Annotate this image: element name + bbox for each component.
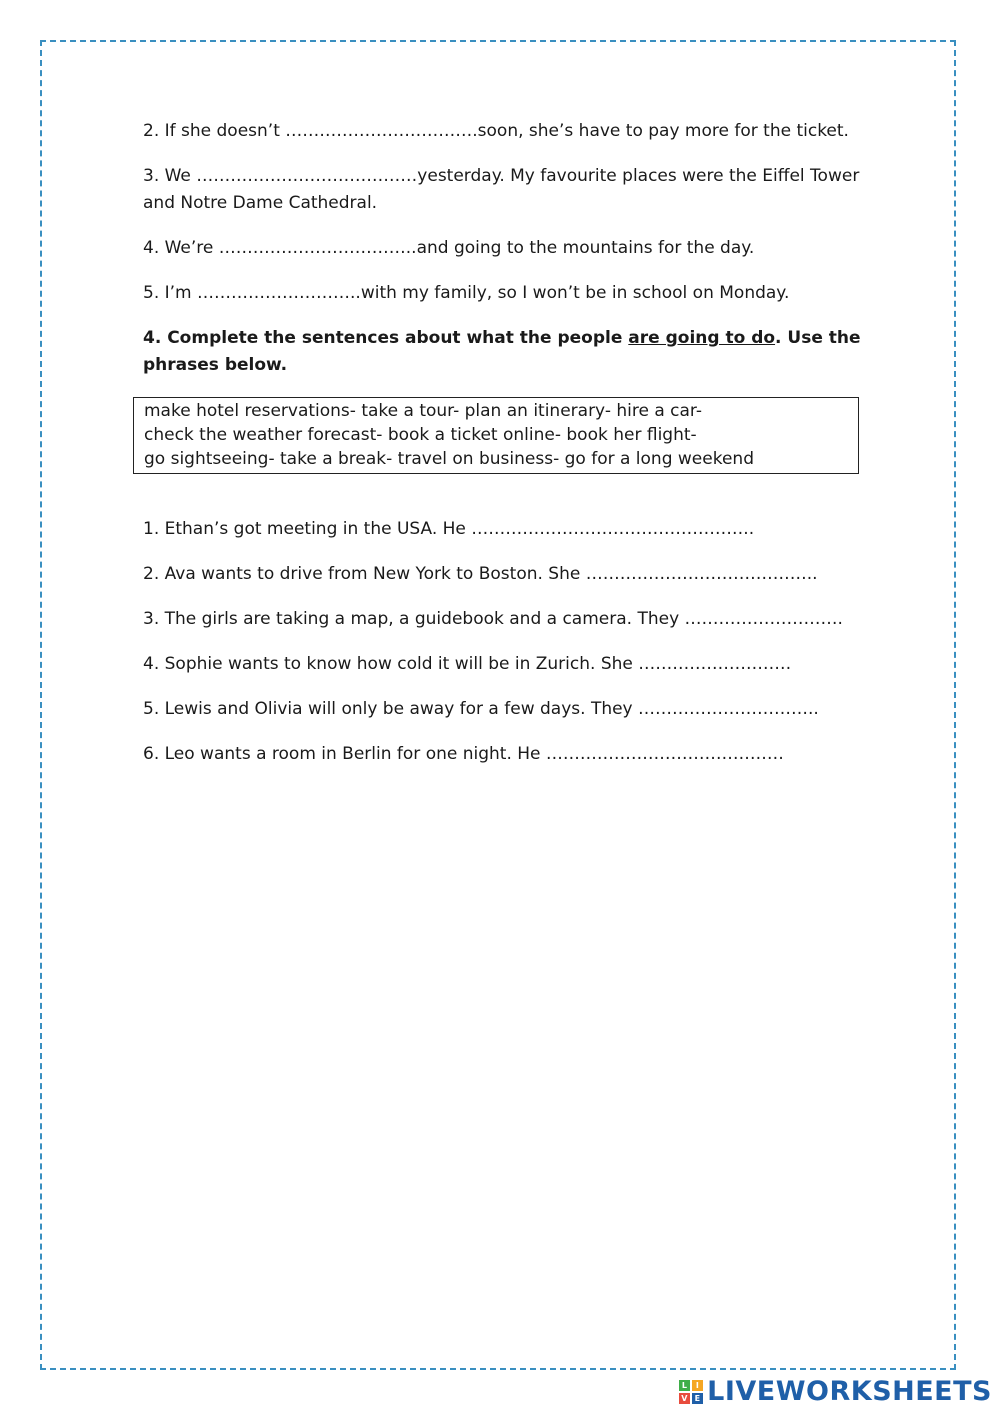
- logo-brand-text: LIVEWORKSHEETS: [707, 1376, 992, 1407]
- heading-underlined-text: are going to do: [628, 328, 776, 348]
- logo-mark-i: I: [692, 1380, 703, 1391]
- exercise-3-item-2: 2. If she doesn’t …………………………….soon, she’s have to pay more for the ticket.: [143, 121, 849, 141]
- phrase-line-3: go sightseeing- take a break- travel on business- go for a long weekend: [144, 449, 754, 469]
- exercise-4-item-6: 6. Leo wants a room in Berlin for one night. He ……………………………………: [143, 744, 784, 764]
- phrase-line-1: make hotel reservations- take a tour- plan an itinerary- hire a car-: [144, 401, 702, 421]
- exercise-4-heading: [143, 325, 863, 379]
- exercise-3-item-3: 3. We …………………………………yesterday. My favourite places were the Eiffel Tower and Notre Dame Cathedral.: [143, 166, 860, 213]
- heading-text-start: 4. Complete the sentences about what the people: [143, 328, 629, 348]
- exercise-3-item-5: 5. I’m ………………………..with my family, so I won’t be in school on Monday.: [143, 283, 790, 303]
- phrase-line-2: check the weather forecast- book a ticket online- book her flight-: [144, 425, 697, 445]
- exercise-4-item-1: 1. Ethan’s got meeting in the USA. He …………………………………………..: [143, 519, 755, 539]
- logo-mark-l: L: [679, 1380, 690, 1391]
- exercise-4-item-3: 3. The girls are taking a map, a guidebook and a camera. They ……………………….: [143, 609, 843, 629]
- liveworksheets-logo[interactable]: [679, 1376, 992, 1407]
- exercise-4-item-4: 4. Sophie wants to know how cold it will be in Zurich. She ………………………: [143, 654, 792, 674]
- exercise-3-item-4: 4. We’re ……………………………..and going to the mountains for the day.: [143, 238, 755, 258]
- heading-text-end: . Use the phrases below.: [143, 328, 861, 375]
- logo-mark-icon: [679, 1380, 703, 1404]
- logo-mark-v: V: [679, 1393, 690, 1404]
- exercise-4-item-2: 2. Ava wants to drive from New York to Boston. She …………………………………..: [143, 564, 818, 584]
- exercise-4-item-5: 5. Lewis and Olivia will only be away for a few days. They …………………………..: [143, 699, 819, 719]
- worksheet-content: [143, 118, 863, 786]
- phrase-box: [133, 397, 859, 474]
- logo-mark-e: E: [692, 1393, 703, 1404]
